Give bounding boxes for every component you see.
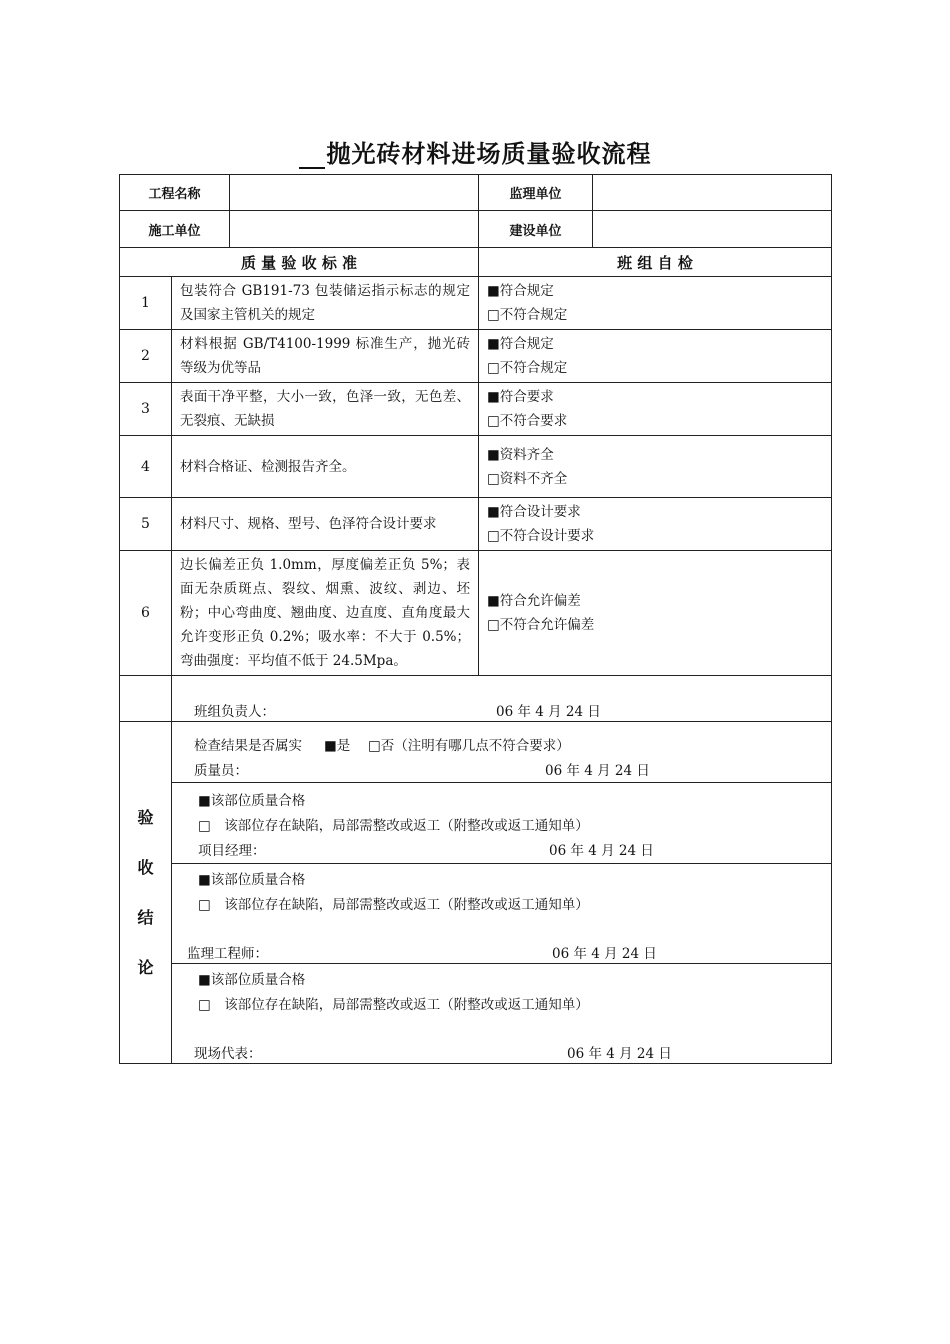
checked-option[interactable]: ■符合允许偏差 [487, 593, 581, 609]
checked-option[interactable]: ■资料齐全 [487, 446, 554, 463]
owner-unit-label: 建设单位 [479, 211, 593, 248]
pm-signer-label: 项目经理： [198, 843, 266, 859]
construction-unit-label: 施工单位 [120, 211, 230, 248]
conclusion-char: 论 [137, 957, 154, 977]
criteria-row [120, 498, 832, 551]
conclusion-char: 结 [137, 907, 154, 927]
owner-unit-field[interactable] [593, 211, 832, 248]
team-leader-label: 班组负责人： [194, 704, 275, 720]
site-rep-date: 06 年 4 月 24 日 [567, 1046, 672, 1062]
criteria-text: 表面干净平整，大小一致，色泽一致，无色差、无裂痕、无缺损 [172, 383, 479, 436]
conclusion-char: 收 [137, 857, 154, 877]
row-number: 5 [120, 498, 172, 551]
criteria-header: 质 量 验 收 标 准 [120, 248, 479, 277]
site-rep-row [120, 964, 832, 1064]
unchecked-option[interactable]: □资料不齐全 [487, 470, 568, 487]
pm-row [120, 783, 832, 864]
criteria-row [120, 330, 832, 383]
checked-option[interactable]: ■符合规定 [487, 336, 554, 352]
team-leader-cell [172, 676, 832, 722]
pm-ok-option[interactable]: ■该部位质量合格 [198, 793, 306, 809]
supervision-unit-label: 监理单位 [479, 175, 593, 211]
team-leader-row [120, 676, 832, 722]
supervisor-defect-option[interactable]: □ 该部位存在缺陷，局部需整改或返工（附整改或返工通知单） [198, 897, 589, 913]
criteria-text: 材料根据 GB/T4100-1999 标准生产，抛光砖等级为优等品 [172, 330, 479, 383]
header-row-1 [120, 175, 832, 211]
qc-row [120, 722, 832, 783]
unchecked-option[interactable]: □不符合规定 [487, 307, 568, 323]
supervisor-ok-option[interactable]: ■该部位质量合格 [198, 872, 306, 888]
self-check-cell [479, 277, 832, 330]
section-header-row [120, 248, 832, 277]
criteria-row [120, 383, 832, 436]
site-rep-signer-label: 现场代表： [194, 1046, 262, 1062]
supervisor-row [120, 864, 832, 964]
site-rep-ok-option[interactable]: ■该部位质量合格 [198, 972, 306, 988]
qc-cell [172, 722, 832, 783]
checked-option[interactable]: ■符合设计要求 [487, 504, 581, 520]
criteria-text: 材料合格证、检测报告齐全。 [172, 436, 479, 498]
pm-cell [172, 783, 832, 864]
unchecked-option[interactable]: □不符合规定 [487, 360, 568, 376]
title-blank-line [299, 147, 325, 169]
self-check-cell [479, 436, 832, 498]
criteria-text: 包装符合 GB191-73 包装储运指示标志的规定及国家主管机关的规定 [172, 277, 479, 330]
inspection-form-table [119, 174, 832, 1064]
qc-date: 06 年 4 月 24 日 [545, 763, 650, 779]
criteria-text: 材料尺寸、规格、型号、色泽符合设计要求 [172, 498, 479, 551]
qc-yes-option[interactable]: ■是 [324, 738, 351, 754]
pm-date: 06 年 4 月 24 日 [549, 843, 654, 859]
checked-option[interactable]: ■符合要求 [487, 389, 554, 405]
criteria-row [120, 551, 832, 676]
team-leader-date: 06 年 4 月 24 日 [496, 704, 601, 720]
self-check-cell [479, 383, 832, 436]
title-text: 抛光砖材料进场质量验收流程 [326, 140, 652, 168]
conclusion-label-cell [120, 722, 172, 1064]
qc-no-option[interactable]: □否（注明有哪几点不符合要求） [368, 738, 570, 754]
pm-defect-option[interactable]: □ 该部位存在缺陷，局部需整改或返工（附整改或返工通知单） [198, 818, 589, 834]
unchecked-option[interactable]: □不符合允许偏差 [487, 617, 595, 633]
criteria-text: 边长偏差正负 1.0mm，厚度偏差正负 5%；表面无杂质斑点、裂纹、烟熏、波纹、剥边、坯粉；中心弯曲度、翘曲度、边直度、直角度最大允许变形正负 0.2%；吸水率：不大于 0.5%；弯曲强度：平均值不低于 24.5Mpa。 [172, 551, 479, 676]
supervision-unit-field[interactable] [593, 175, 832, 211]
self-check-header: 班 组 自 检 [479, 248, 832, 277]
qc-signer-label: 质量员： [194, 763, 248, 779]
document-title [0, 134, 950, 169]
conclusion-char: 验 [137, 807, 154, 827]
criteria-row [120, 277, 832, 330]
row-number: 3 [120, 383, 172, 436]
unchecked-option[interactable]: □不符合设计要求 [487, 528, 595, 544]
project-name-field[interactable] [230, 175, 479, 211]
row-number: 6 [120, 551, 172, 676]
row-number: 2 [120, 330, 172, 383]
self-check-cell [479, 330, 832, 383]
criteria-row [120, 436, 832, 498]
row-number: 1 [120, 277, 172, 330]
self-check-cell [479, 551, 832, 676]
unchecked-option[interactable]: □不符合要求 [487, 413, 568, 429]
supervisor-date: 06 年 4 月 24 日 [552, 946, 657, 962]
supervisor-cell [172, 864, 832, 964]
site-rep-defect-option[interactable]: □ 该部位存在缺陷，局部需整改或返工（附整改或返工通知单） [198, 997, 589, 1013]
self-check-cell [479, 498, 832, 551]
row-number: 4 [120, 436, 172, 498]
header-row-2 [120, 211, 832, 248]
team-leader-blank-cell [120, 676, 172, 722]
checked-option[interactable]: ■符合规定 [487, 283, 554, 299]
construction-unit-field[interactable] [230, 211, 479, 248]
qc-question: 检查结果是否属实 [194, 738, 302, 754]
site-rep-cell [172, 964, 832, 1064]
supervisor-signer-label: 监理工程师： [187, 946, 268, 962]
project-name-label: 工程名称 [120, 175, 230, 211]
